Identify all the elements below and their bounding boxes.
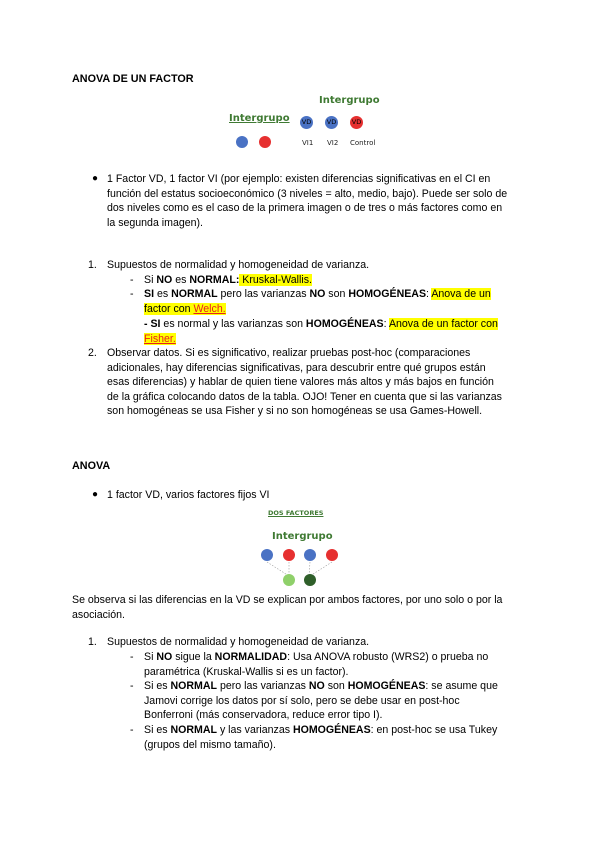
connector-lines — [255, 558, 345, 580]
vd-circle-2: VD — [325, 116, 338, 129]
section-title-anova: ANOVA — [72, 460, 111, 472]
list-item-text: Supuestos de normalidad y homogeneidad de varianza. — [107, 259, 370, 271]
text-line: dos niveles como es el caso de la primera imagen o de tres o más factores como en — [107, 202, 503, 215]
list-item-paragraph — [107, 346, 547, 419]
sub-item-fisher: - SI es normal y las varianzas son HOMOGÉNEAS: Anova de un factor con Fisher. — [144, 318, 498, 345]
text-line: Observar datos. Si es significativo, realizar pruebas post-hoc (comparaciones — [107, 347, 471, 359]
highlight-kruskal: Kruskal-Wallis. — [239, 274, 312, 286]
list-number: 2. — [88, 347, 97, 359]
paragraph — [72, 593, 532, 622]
text-line: son homogéneas se usa Fisher y si no son homogéneas se usa Games-Howell. — [107, 405, 483, 418]
diagram-left-title: Intergrupo — [229, 113, 290, 124]
list-number: 1. — [88, 636, 97, 648]
fisher-link[interactable]: Fisher. — [144, 332, 176, 345]
text-line: adicionales, hay diferencias significativas, para descubrir entre qué grupos están — [107, 361, 486, 374]
vd-circle-3: VD — [350, 116, 363, 129]
bullet-paragraph — [107, 172, 547, 230]
dash-marker: - — [130, 651, 134, 663]
diagram-right-title: Intergrupo — [319, 95, 380, 106]
welch-link[interactable]: Welch. — [193, 302, 226, 315]
text-line: de la gráfica colocando datos de la tabla. OJO! Tener en cuenta que si las varianzas — [107, 390, 502, 403]
text-line: 1 Factor VD, 1 factor VI (por ejemplo: existen diferencias significativas en el CI en — [107, 173, 491, 185]
factor-circle-light-green — [283, 574, 295, 586]
diagram-top-label: DOS FACTORES — [268, 509, 324, 517]
vd-label-3: Control — [350, 139, 376, 147]
text-line: asociación. — [72, 608, 125, 621]
bullet-dot: ● — [92, 173, 99, 184]
sub-item-not-normal: Si NO es NORMAL: Kruskal-Wallis. — [144, 274, 312, 286]
vd-label-1: VI1 — [302, 139, 314, 147]
sub-item-welch: SI es NORMAL pero las varianzas NO son HOMOGÉNEAS: Anova de un factor con Welch. — [144, 288, 491, 315]
group-circle-blue — [236, 136, 248, 148]
factor-circle-dark-green — [304, 574, 316, 586]
section-title-anova-un-factor: ANOVA DE UN FACTOR — [72, 73, 194, 85]
sub-item-bonferroni: Si es NORMAL pero las varianzas NO son HOMOGÉNEAS: se asume que Jamovi corrige los datos por sí solo, pero se debe usar en post-hoc Bonferroni (más conservadora, reduce error tipo I). — [144, 680, 498, 722]
sub-item-tukey: Si es NORMAL y las varianzas HOMOGÉNEAS: en post-hoc se usa Tukey (grupos del mismo tamaño). — [144, 724, 498, 751]
dash-marker: - — [130, 724, 134, 736]
text-line: función del estatus socioeconómico (3 niveles = alto, medio, bajo). Puede ser solo de — [107, 187, 508, 200]
list-number: 1. — [88, 259, 97, 271]
bullet-text: 1 factor VD, varios factores fijos VI — [107, 489, 270, 501]
bullet-dot: ● — [92, 489, 99, 500]
text-line: la segunda imagen). — [107, 216, 203, 229]
dash-marker: - — [130, 680, 134, 692]
list-item-text: Supuestos de normalidad y homogeneidad de varianza. — [107, 636, 370, 648]
sub-item-no-normal: Si NO sigue la NORMALIDAD: Usa ANOVA robusto (WRS2) o prueba no paramétrica (Kruskal-Wallis si es un factor). — [144, 651, 489, 678]
text-line: esas diferencias) y hablar de quien tiene valores más altos y más bajos en función — [107, 376, 494, 389]
vd-label-2: VI2 — [327, 139, 339, 147]
diagram-title: Intergrupo — [272, 531, 333, 542]
dash-marker: - — [130, 288, 134, 300]
dash-marker: - — [130, 274, 134, 286]
text-line: Se observa si las diferencias en la VD se explican por ambos factores, por uno solo o por la — [72, 594, 503, 606]
vd-circle-1: VD — [300, 116, 313, 129]
group-circle-red — [259, 136, 271, 148]
